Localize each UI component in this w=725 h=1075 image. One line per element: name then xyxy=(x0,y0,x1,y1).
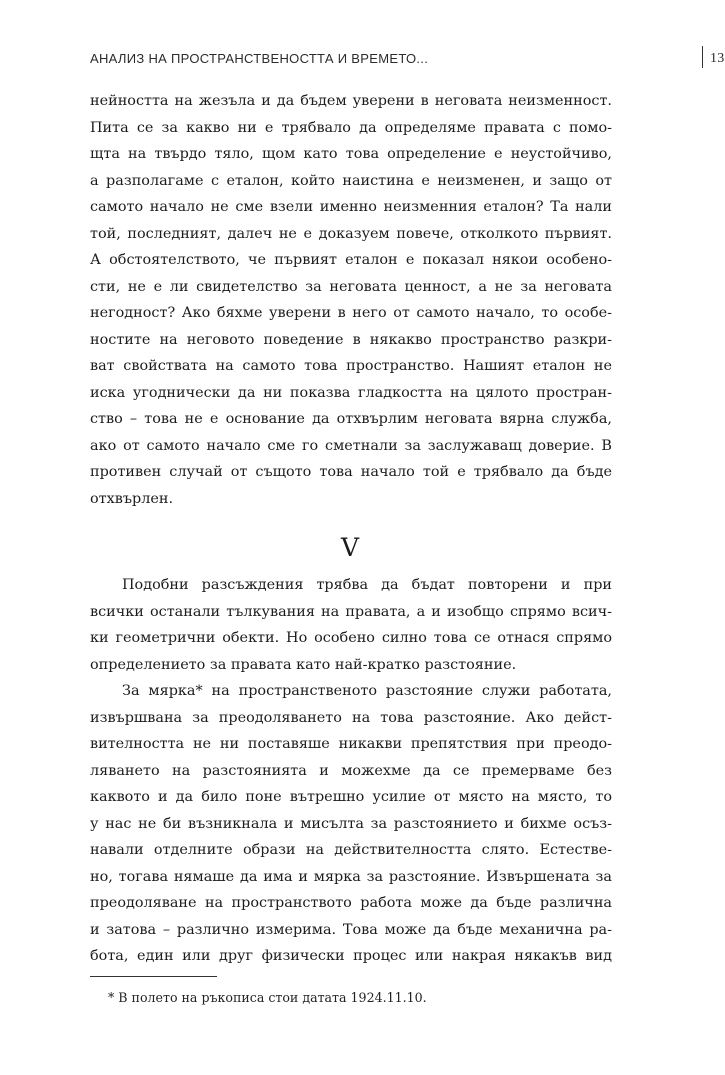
text-line: а разполагаме с еталон, който наистина е неизменен, и защо от xyxy=(90,172,612,189)
text-line: но, тогава нямаше да има и мярка за разстояние. Извършената за xyxy=(90,868,612,885)
paragraph-continued xyxy=(90,88,612,512)
text-line: ляването на разстоянията и можехме да се премерваме без xyxy=(90,762,612,779)
text-line: Подобни разсъждения трябва да бъдат повторени и при xyxy=(122,577,612,593)
text-line: и затова – различно измерима. Това може да бъде механична ра- xyxy=(90,921,612,938)
header-separator xyxy=(702,46,703,68)
text-line: всички останали тълкувания на правата, а и изобщо спрямо всич- xyxy=(90,603,612,620)
page-number: 13 xyxy=(710,51,725,66)
text-line: щта на твърдо тяло, щом като това определение е неустойчиво, xyxy=(90,146,612,162)
text-line: определението за правата като най-кратко разстояние. xyxy=(90,656,517,673)
text-line: отхвърлен. xyxy=(90,490,174,507)
text-line: каквото и да било поне вътрешно усилие от място на място, то xyxy=(90,789,612,805)
text-line: ако от самото начало сме го сметнали за заслужаващ доверие. В xyxy=(90,437,612,454)
text-line: Пита се за какво ни е трябвало да определяме правата с помо- xyxy=(90,119,612,136)
footnote-divider xyxy=(90,976,217,977)
text-line: иска угоднически да ни показва гладкостта на цялото простран- xyxy=(90,384,612,401)
text-line: навали отделните образи на действителността слято. Естестве- xyxy=(90,842,612,858)
text-line: За мярка* на пространственото разстояние служи работата, xyxy=(122,683,612,699)
text-line: негодност? Ако бяхме уверени в него от самото начало, то особе- xyxy=(90,305,612,321)
text-line: сти, не е ли свидетелство за неговата ценност, а не за неговата xyxy=(90,278,612,295)
text-line: той, последният, далеч не е доказуем повече, отколкото първият. xyxy=(90,225,612,242)
text-line: ностите на неговото поведение в някакво пространство разкри- xyxy=(90,331,612,348)
text-line: преодоляване на пространството работа може да бъде различна xyxy=(90,895,612,911)
section-body xyxy=(90,572,612,970)
running-header xyxy=(90,46,725,72)
text-line: противен случай от същото това начало той е трябвало да бъде xyxy=(90,464,612,480)
text-line: извършвана за преодоляването на това разстояние. Ако дейст- xyxy=(90,709,612,726)
text-line: бота, един или друг физически процес или накрая някакъв вид xyxy=(90,948,612,964)
text-line: самото начало не сме взели именно неизменния еталон? Та нали xyxy=(90,199,612,215)
running-title: АНАЛИЗ НА ПРОСТРАНСТВЕНОСТТА И ВРЕМЕТО... xyxy=(90,51,429,66)
text-line: А обстоятелството, че първият еталон е показал някои особено- xyxy=(90,252,612,268)
section-heading: V xyxy=(340,533,360,562)
text-line: ват свойствата на самото това пространство. Нашият еталон не xyxy=(90,358,612,374)
footnote: * В полето на ръкописа стои датата 1924.11.10. xyxy=(108,990,427,1005)
text-line: вителността не ни поставяше никакви препятствия при преодо- xyxy=(90,736,612,752)
text-line: ство – това не е основание да отхвърлим неговата вярна служба, xyxy=(90,411,612,427)
text-line: ки геометрични обекти. Но особено силно това се отнася спрямо xyxy=(90,630,612,646)
text-line: нейността на жезъла и да бъдем уверени в неговата неизменност. xyxy=(90,93,612,109)
text-line: у нас не би възникнала и мисълта за разстоянието и бихме осъз- xyxy=(90,815,612,832)
